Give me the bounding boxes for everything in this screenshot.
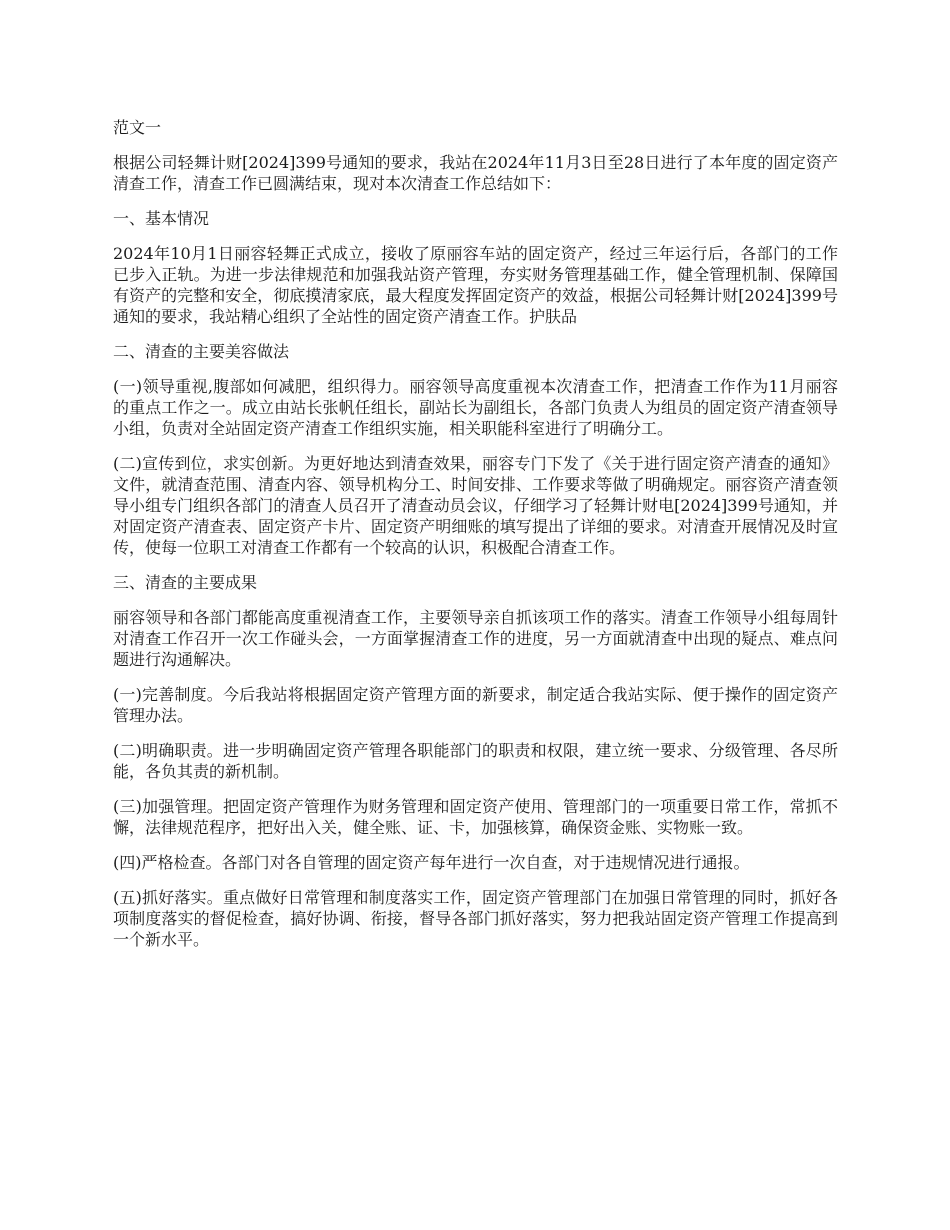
section-3-item-4: (四)严格检查。各部门对各自管理的固定资产每年进行一次自查，对于违规情况进行通报。 [113, 853, 750, 872]
document-title: 范文一 [113, 118, 162, 137]
section-2-item-2: (二)宣传到位，求实创新。为更好地达到清查效果，丽容专门下发了《关于进行固定资产清查的通知》文件，就清查范围、清查内容、领导机构分工、时间安排、工作要求等做了明确规定。丽容资产清查领导小组专门组织各部门的清查人员召开了清查动员会议，仔细学习了轻舞计财电[2024]399号通知，并对固定资产清查表、固定资产卡片、固定资产明细账的填写提出了详细的要求。对清查开展情况及时宣传，使每一位职工对清查工作都有一个较高的认识，积极配合清查工作。 [113, 454, 838, 557]
section-3-item-3: (三)加强管理。把固定资产管理作为财务管理和固定资产使用、管理部门的一项重要日常工作，常抓不懈，法律规范程序，把好出入关，健全账、证、卡，加强核算，确保资金账、实物账一致。 [113, 797, 838, 837]
intro-paragraph: 根据公司轻舞计财[2024]399号通知的要求，我站在2024年11月3日至28日进行了本年度的固定资产清查工作，清查工作已圆满结束，现对本次清查工作总结如下： [113, 153, 838, 193]
section-1-paragraph: 2024年10月1日丽容轻舞正式成立，接收了原丽容车站的固定资产，经过三年运行后，各部门的工作已步入正轨。为进一步法律规范和加强我站资产管理，夯实财务管理基础工作，健全管理机制、保障国有资产的完整和安全，彻底摸清家底，最大程度发挥固定资产的效益，根据公司轻舞计财[2024]399号通知的要求，我站精心组织了全站性的固定资产清查工作。护肤品 [113, 244, 838, 326]
section-3-paragraph: 丽容领导和各部门都能高度重视清查工作，主要领导亲自抓该项工作的落实。清查工作领导小组每周针对清查工作召开一次工作碰头会，一方面掌握清查工作的进度，另一方面就清查中出现的疑点、难点问题进行沟通解决。 [113, 608, 838, 669]
section-3-item-2: (二)明确职责。进一步明确固定资产管理各职能部门的职责和权限，建立统一要求、分级管理、各尽所能，各负其责的新机制。 [113, 741, 838, 781]
document-body [113, 117, 838, 964]
section-2-heading: 二、清查的主要美容做法 [113, 342, 290, 361]
section-3-heading: 三、清查的主要成果 [113, 573, 258, 592]
section-3-item-5: (五)抓好落实。重点做好日常管理和制度落实工作，固定资产管理部门在加强日常管理的同时，抓好各项制度落实的督促检查，搞好协调、衔接，督导各部门抓好落实，努力把我站固定资产管理工作提高到一个新水平。 [113, 888, 838, 949]
section-1-heading: 一、基本情况 [113, 209, 210, 228]
section-2-item-1: (一)领导重视,腹部如何减肥，组织得力。丽容领导高度重视本次清查工作，把清查工作作为11月丽容的重点工作之一。成立由站长张帆任组长，副站长为副组长，各部门负责人为组员的固定资产清查领导小组，负责对全站固定资产清查工作组织实施，相关职能科室进行了明确分工。 [113, 377, 838, 438]
section-3-item-1: (一)完善制度。今后我站将根据固定资产管理方面的新要求，制定适合我站实际、便于操作的固定资产管理办法。 [113, 685, 838, 725]
